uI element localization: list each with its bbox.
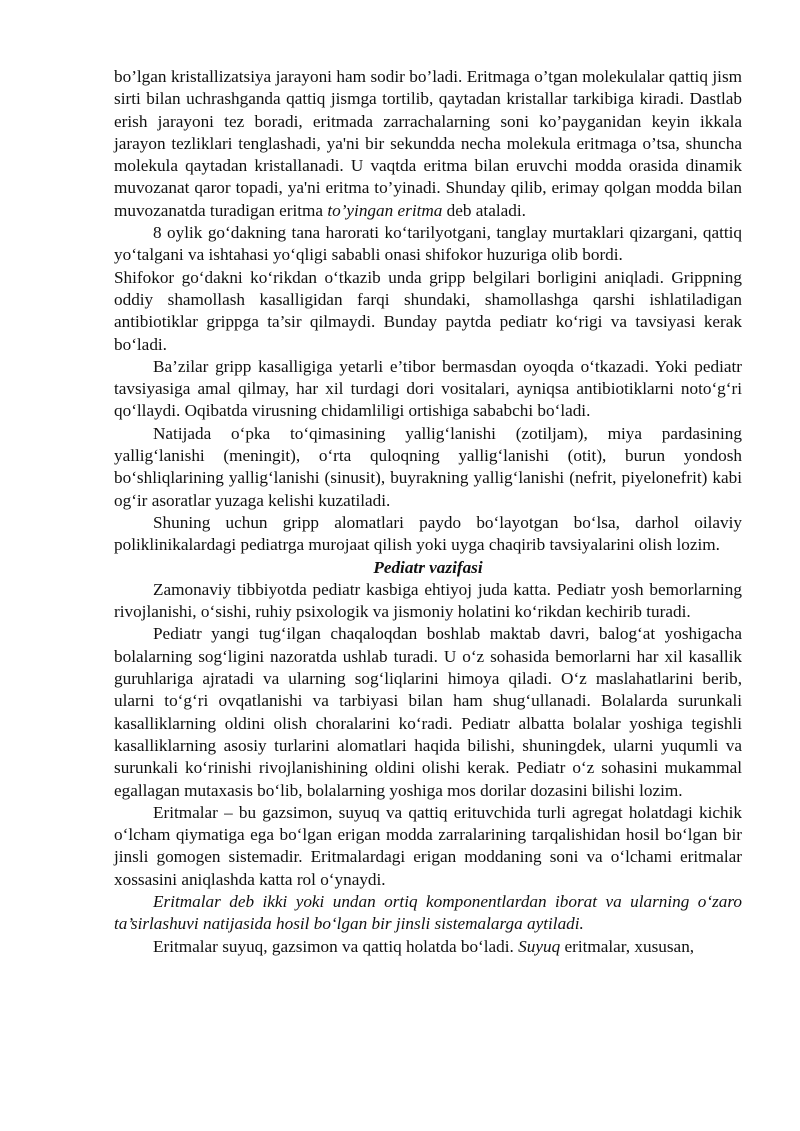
section-heading: Pediatr vazifasi: [373, 557, 483, 577]
paragraph-text: deb ataladi.: [442, 200, 526, 220]
paragraph-text: eritmalar, xususan,: [560, 936, 695, 956]
paragraph-text: Eritmalar suyuq, gazsimon va qattiq holatda bo‘ladi.: [153, 936, 519, 956]
paragraph-advice: Shuning uchun gripp alomatlari paydo bo‘layotgan bo‘lsa, darhol oilaviy poliklinikalardagi pediatrga murojaat qilish yoki uyga chaqirib tavsiyalarini olish lozim.: [114, 512, 742, 555]
paragraph-doctor-exam: Shifokor go‘dakni ko‘rikdan o‘tkazib unda gripp belgilari borligini aniqladi. Grippning oddiy shamollash kasalligidan farqi shundaki, shamollashga qarshi ishlatiladigan antibiotiklar grippga ta’sir qilmaydi. Bunday paytda pediatr ko‘rigi va tavsiyasi kerak bo‘ladi.: [114, 267, 742, 354]
emphasized-term: to’yingan eritma: [327, 200, 443, 220]
paragraph-crystallization: [114, 66, 742, 222]
paragraph-solutions-definition: Eritmalar – bu gazsimon, suyuq va qattiq erituvchida turli agregat holatdagi kichik o‘lcham qiymatiga ega bo‘lgan erigan modda zarralarining tarqalishidan hosil bo‘lgan bir jinsli gomogen sistemadir. Eritmalardagi erigan moddaning soni va o‘lchami eritmalar xossasini aniqlashda katta rol o‘ynaydi.: [114, 802, 742, 889]
paragraph-complications: Natijada o‘pka to‘qimasining yallig‘lanishi (zotiljam), miya pardasining yallig‘lanishi (meningit), o‘rta quloqning yallig‘lanishi (otit), burun yondosh bo‘shliqlarining yallig‘lanishi (sinusit), buyrakning yallig‘lanishi (nefrit, piyelonefrit) kabi og‘ir asoratlar yuzaga kelishi kuzatiladi.: [114, 423, 742, 510]
paragraph-text: bo’lgan kristallizatsiya jarayoni ham sodir bo’ladi. Eritmaga o’tgan molekulalar qattiq jism sirti bilan uchrashganda qattiq jismga tortilib, qaytadan kristallar tarkibiga kiradi. Dastlab erish jarayoni tez boradi, eritmada zarrachalarning soni ko’payganidan keyin ikkala jarayon tezliklari tenglashadi, ya'ni bir sekundda necha molekula eritmaga o’tsa, shuncha molekula qaytadan kristallanadi. U vaqtda eritma bilan eruvchi modda orasida dinamik muvozanat qaror topadi, ya'ni eritma to’yinadi. Shunday qilib, erimay qolgan modda bilan muvozanatda turadigan eritma: [114, 67, 742, 220]
paragraph-neglect: Ba’zilar gripp kasalligiga yetarli e’tibor bermasdan oyoqda o‘tkazadi. Yoki pediatr tavsiyasiga amal qilmay, har xil turdagi dori vositalari, ayniqsa antibiotiklarni noto‘g‘ri qo‘llaydi. Oqibatda virusning chidamliligi ortishiga sababchi bo‘ladi.: [114, 356, 742, 421]
emphasized-term: Suyuq: [518, 936, 561, 956]
document-page: [114, 66, 742, 958]
paragraph-pediatrician-role: Pediatr yangi tug‘ilgan chaqaloqdan boshlab maktab davri, balog‘at yoshigacha bolalarning sog‘ligini nazoratda ushlab turadi. U o‘z sohasida bemorlarni har xil kasallik guruhlariga ajratadi va ularning sog‘liqlarini himoya qiladi. O‘z maslahatlarini berib, ularni to‘g‘ri ovqatlanishi va tarbiyasi bilan ham shug‘ullanadi. Bolalarda surunkali kasalliklarning oldini olish choralarini ko‘radi. Pediatr albatta bolalar yoshiga tegishli kasalliklarning asosiy turlarini alomatlari haqida bilishi, shuningdek, ularni yuqumli va surunkali ko‘rinishi rivojlanishining oldini olishi kerak. Pediatr o‘z sohasini mukammal egallagan mutaxasis bo‘lib, bolalarning yoshiga mos dorilar dozasini bilishi lozim.: [114, 624, 742, 800]
paragraph-solutions-italic-definition: Eritmalar deb ikki yoki undan ortiq komponentlardan iborat va ularning o‘zaro ta’sirlashuvi natijasida hosil bo‘lgan bir jinsli sistemalarga aytiladi.: [114, 891, 742, 934]
paragraph-solution-states: [114, 936, 742, 958]
paragraph-infant-case: 8 oylik go‘dakning tana harorati ko‘tarilyotgani, tanglay murtaklari qizargani, qattiq yo‘talgani va ishtahasi yo‘qligi sababli onasi shifokor huzuriga olib bordi.: [114, 223, 742, 265]
paragraph-pediatric-demand: Zamonaviy tibbiyotda pediatr kasbiga ehtiyoj juda katta. Pediatr yosh bemorlarning rivojlanishi, o‘sishi, ruhiy psixologik va jismoniy holatini ko‘rikdan kechirib turadi.: [114, 579, 742, 622]
